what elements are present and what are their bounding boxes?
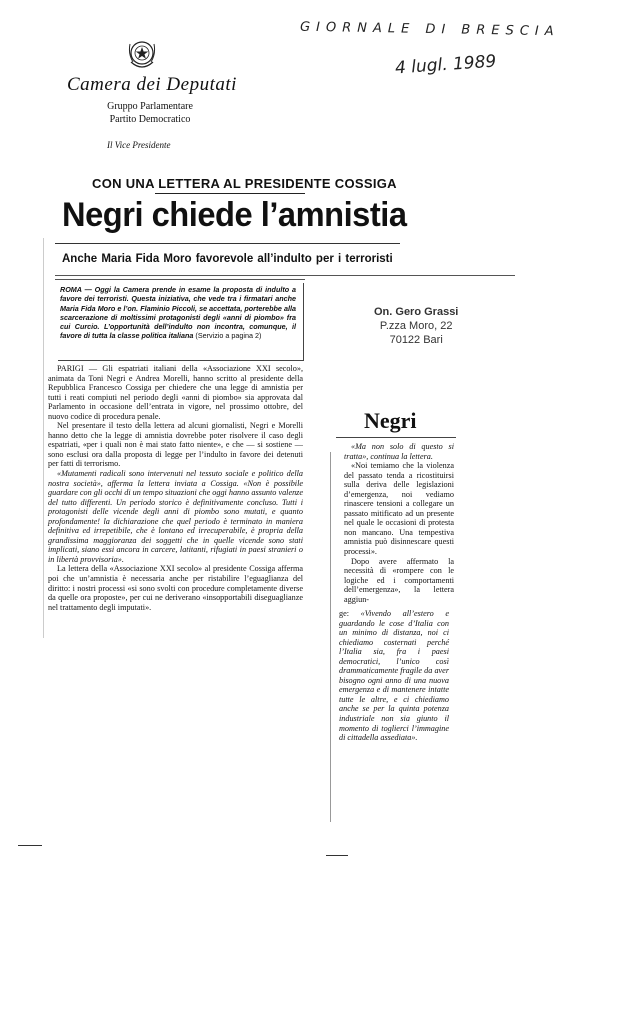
chamber-name: Camera dei Deputati bbox=[67, 74, 237, 95]
continuation-paragraph: Dopo avere affermato la necessità di «rompere con le logiche ed i comportamenti dell’emergenza», la lettera aggiun- bbox=[344, 556, 454, 604]
stamp-city: 70122 Bari bbox=[389, 334, 443, 346]
column-end-rule bbox=[326, 855, 348, 856]
article-subhead: Anche Maria Fida Moro favorevole all’indulto per i terroristi bbox=[62, 253, 393, 265]
body-paragraph: Nel presentare il testo della lettera ad alcuni giornalisti, Negri e Morelli hanno detto che la legge di amnistia dovrebbe poter risolvere il caso degli espatriati, «per i quali non è mai stato fatto niente», e che — si sostiene — sono esclusi ora dalla proposta di legge per l’indulto in favore dei detenuti per fatti di terrorismo. bbox=[48, 421, 303, 469]
body-paragraph: «Mutamenti radicali sono intervenuti nel tessuto sociale e politico della nostra società», afferma la lettera inviata a Cossiga. «Non è possibile guardare con gli occhi di un tempo situazioni che oggi hanno assunto valenze del tutto differenti. Un periodo storico è definitivamente concluso. Tutti i protagonisti delle vicende degli anni di piombo sono mutati, e quanto profondamente! la dichiarazione che quel periodo è terminato in maniera definitiva ed irrepetibile, che è lontano ed irrecuperabile, è propria della grandissima maggioranza dei soggetti che in quelle vicende sono stati implicati, siano essi ancora in carcere, latitanti, rifugiati in paesi stranieri o in libertà provvisoria». bbox=[48, 469, 303, 564]
body-paragraph: La lettera della «Associazione XXI secolo» al presidente Cossiga afferma poi che un’amnistia è necessaria anche per ristabilire l’eguaglianza del diritto: i nostri processi «si sono svolti con procedure completamente diverse da quelle ora proposte», per cui ne deriverano «insopportabili diseguaglianze nel trattamento degli imputati». bbox=[48, 564, 303, 612]
parliamentary-group bbox=[95, 100, 205, 126]
subhead-rule-2 bbox=[55, 279, 305, 280]
article-headline: Negri chiede l’amnistia bbox=[62, 196, 407, 234]
stamp-street: P.zza Moro, 22 bbox=[379, 320, 453, 332]
kicker-underline bbox=[155, 193, 305, 194]
lead-text: ROMA — Oggi la Camera prende in esame la proposta di indulto a favore dei terroristi. Questa iniziativa, che vede tra i firmatari anche Maria Fida Moro e l’on. Flaminio Piccoli, se accettata, porterebbe alla scarcerazione di moltissimi protagonisti degli «anni di piombo» fra cui Curcio. L’opportunità dell’indulto non incontra, comunque, il favore di tutta la classe politica italiana bbox=[60, 285, 296, 341]
subhead-rule bbox=[55, 275, 515, 276]
continuation-paragraph: «Noi temiamo che la violenza del passato tenda a ricostituirsi sulla deriva delle legislazioni d’emergenza, noi vediamo rinascere tensioni a collegare un passato mitificato ad un presente nel quale le occasioni di protesta non mancano. Una tempestiva amnistia può disinnescare questi processi». bbox=[344, 461, 454, 557]
body-paragraph: PARIGI — Gli espatriati italiani della «Associazione XXI secolo», animata da Toni Negri e Andrea Morelli, hanno scritto al presidente della Repubblica Francesco Cossiga per chiedere che una legge di amnistia per tutti i reati compiuti nel periodo degli «anni di piombo» sia approvata dal Parlamento in occasione dell’entrata in vigore, nel prossimo ottobre, del nuovo codice di procedura penale. bbox=[48, 364, 303, 421]
article-lead bbox=[60, 285, 296, 341]
handwritten-newspaper-name: GIORNALE DI BRESCIA bbox=[299, 19, 560, 40]
article-kicker: CON UNA LETTERA AL PRESIDENTE COSSIGA bbox=[92, 176, 397, 191]
vice-president-title: Il Vice Presidente bbox=[107, 140, 171, 150]
continuation-start: ge: bbox=[339, 609, 350, 618]
group-line-2: Partito Democratico bbox=[109, 114, 191, 125]
continuation-quote: «Vivendo all’estero e guardando le cose d’Italia con un minimo di distanza, noi ci chiediamo costernati perché l’Italia sia, fra i paesi democratici, l’unico così drammaticamente fragile da aver bisogno ogni anno di una nuova emergenza e di mantenere intatte tutte le altre, e ci chiediamo anche se per la quinta potenza industriale non sia giunto il momento di toglierci l’immagine di cittadella assediata». bbox=[339, 609, 449, 743]
address-stamp bbox=[374, 305, 458, 347]
lead-page-reference: (Servizio a pagina 2) bbox=[195, 331, 262, 341]
column-divider bbox=[330, 452, 331, 822]
continuation-column bbox=[344, 442, 454, 604]
handwritten-date: 4 lugl. 1989 bbox=[394, 51, 497, 79]
continuation-rule bbox=[336, 437, 456, 438]
continuation-title: Negri bbox=[364, 408, 417, 433]
stamp-name: On. Gero Grassi bbox=[374, 306, 459, 318]
clipping-left-edge bbox=[43, 238, 44, 638]
headline-rule bbox=[55, 243, 400, 244]
margin-rule bbox=[18, 845, 42, 846]
continuation-paragraph: «Ma non solo di questo si tratta», continua la lettera. bbox=[344, 442, 454, 461]
article-body bbox=[48, 364, 303, 612]
group-line-1: Gruppo Parlamentare bbox=[107, 101, 193, 112]
continuation-column-2 bbox=[339, 609, 449, 743]
italian-republic-emblem-icon bbox=[128, 38, 156, 72]
